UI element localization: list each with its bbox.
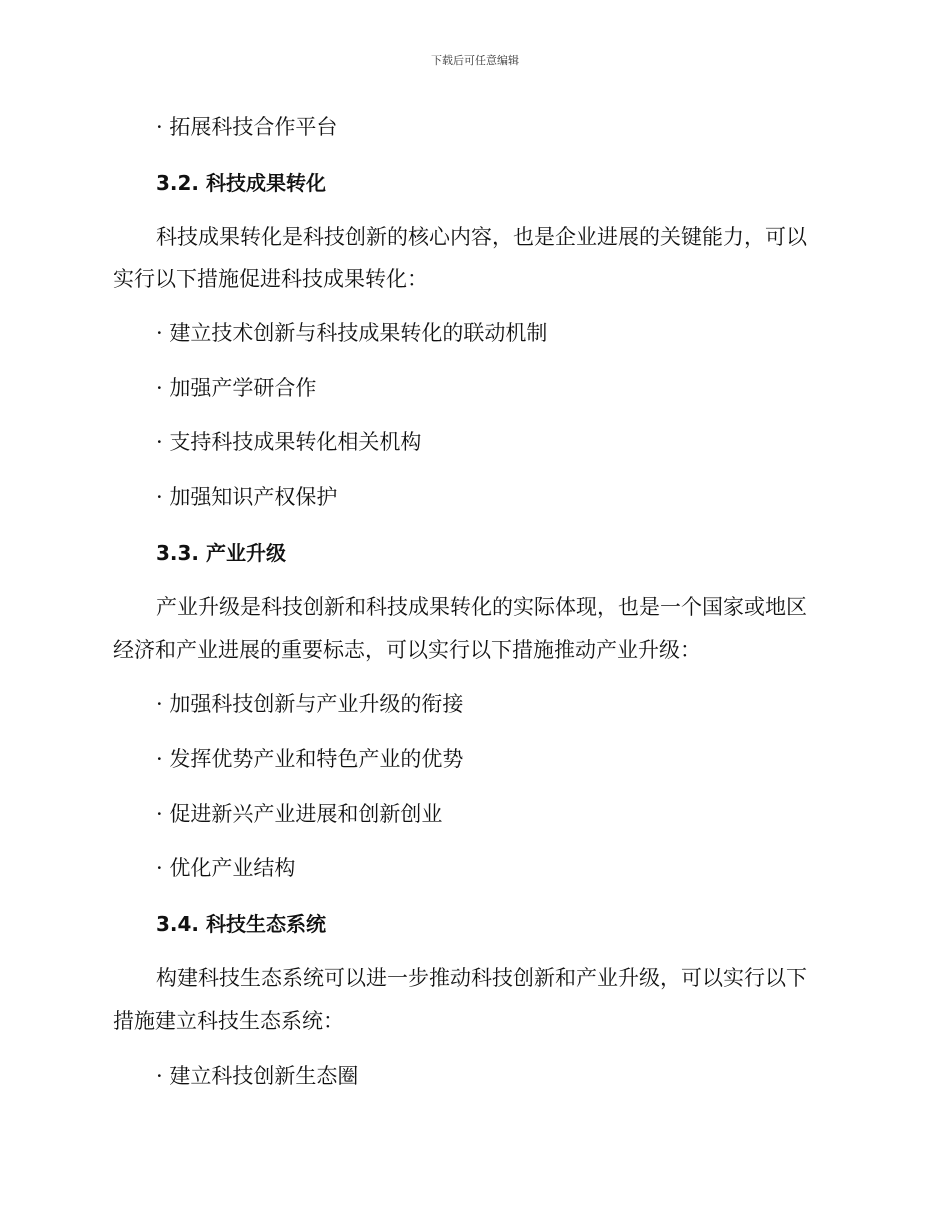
paragraph-line: 产业升级是科技创新和科技成果转化的实际体现，也是一个国家或地区 (156, 595, 807, 619)
section-heading-3-4: 3.4. 科技生态系统 (156, 912, 326, 936)
section-heading-3-3: 3.3. 产业升级 (156, 541, 286, 565)
bullet-item: · 建立技术创新与科技成果转化的联动机制 (156, 321, 548, 345)
bullet-item: · 支持科技成果转化相关机构 (156, 430, 422, 454)
page-header: 下载后可任意编辑 (431, 54, 519, 67)
bullet-item: · 加强科技创新与产业升级的衔接 (156, 692, 464, 716)
bullet-item: · 拓展科技合作平台 (156, 115, 338, 139)
bullet-item: · 发挥优势产业和特色产业的优势 (156, 747, 464, 771)
bullet-item: · 优化产业结构 (156, 856, 296, 880)
paragraph-line: 措施建立科技生态系统： (113, 1009, 344, 1033)
section-heading-3-2: 3.2. 科技成果转化 (156, 171, 326, 195)
bullet-item: · 促进新兴产业进展和创新创业 (156, 802, 443, 826)
bullet-item: · 建立科技创新生态圈 (156, 1064, 359, 1088)
bullet-item: · 加强产学研合作 (156, 376, 317, 400)
bullet-item: · 加强知识产权保护 (156, 485, 338, 509)
paragraph-line: 经济和产业进展的重要标志，可以实行以下措施推动产业升级： (113, 638, 701, 662)
paragraph-line: 实行以下措施促进科技成果转化： (113, 267, 428, 291)
paragraph-line: 构建科技生态系统可以进一步推动科技创新和产业升级，可以实行以下 (156, 966, 807, 990)
paragraph-line: 科技成果转化是科技创新的核心内容，也是企业进展的关键能力，可以 (156, 225, 807, 249)
